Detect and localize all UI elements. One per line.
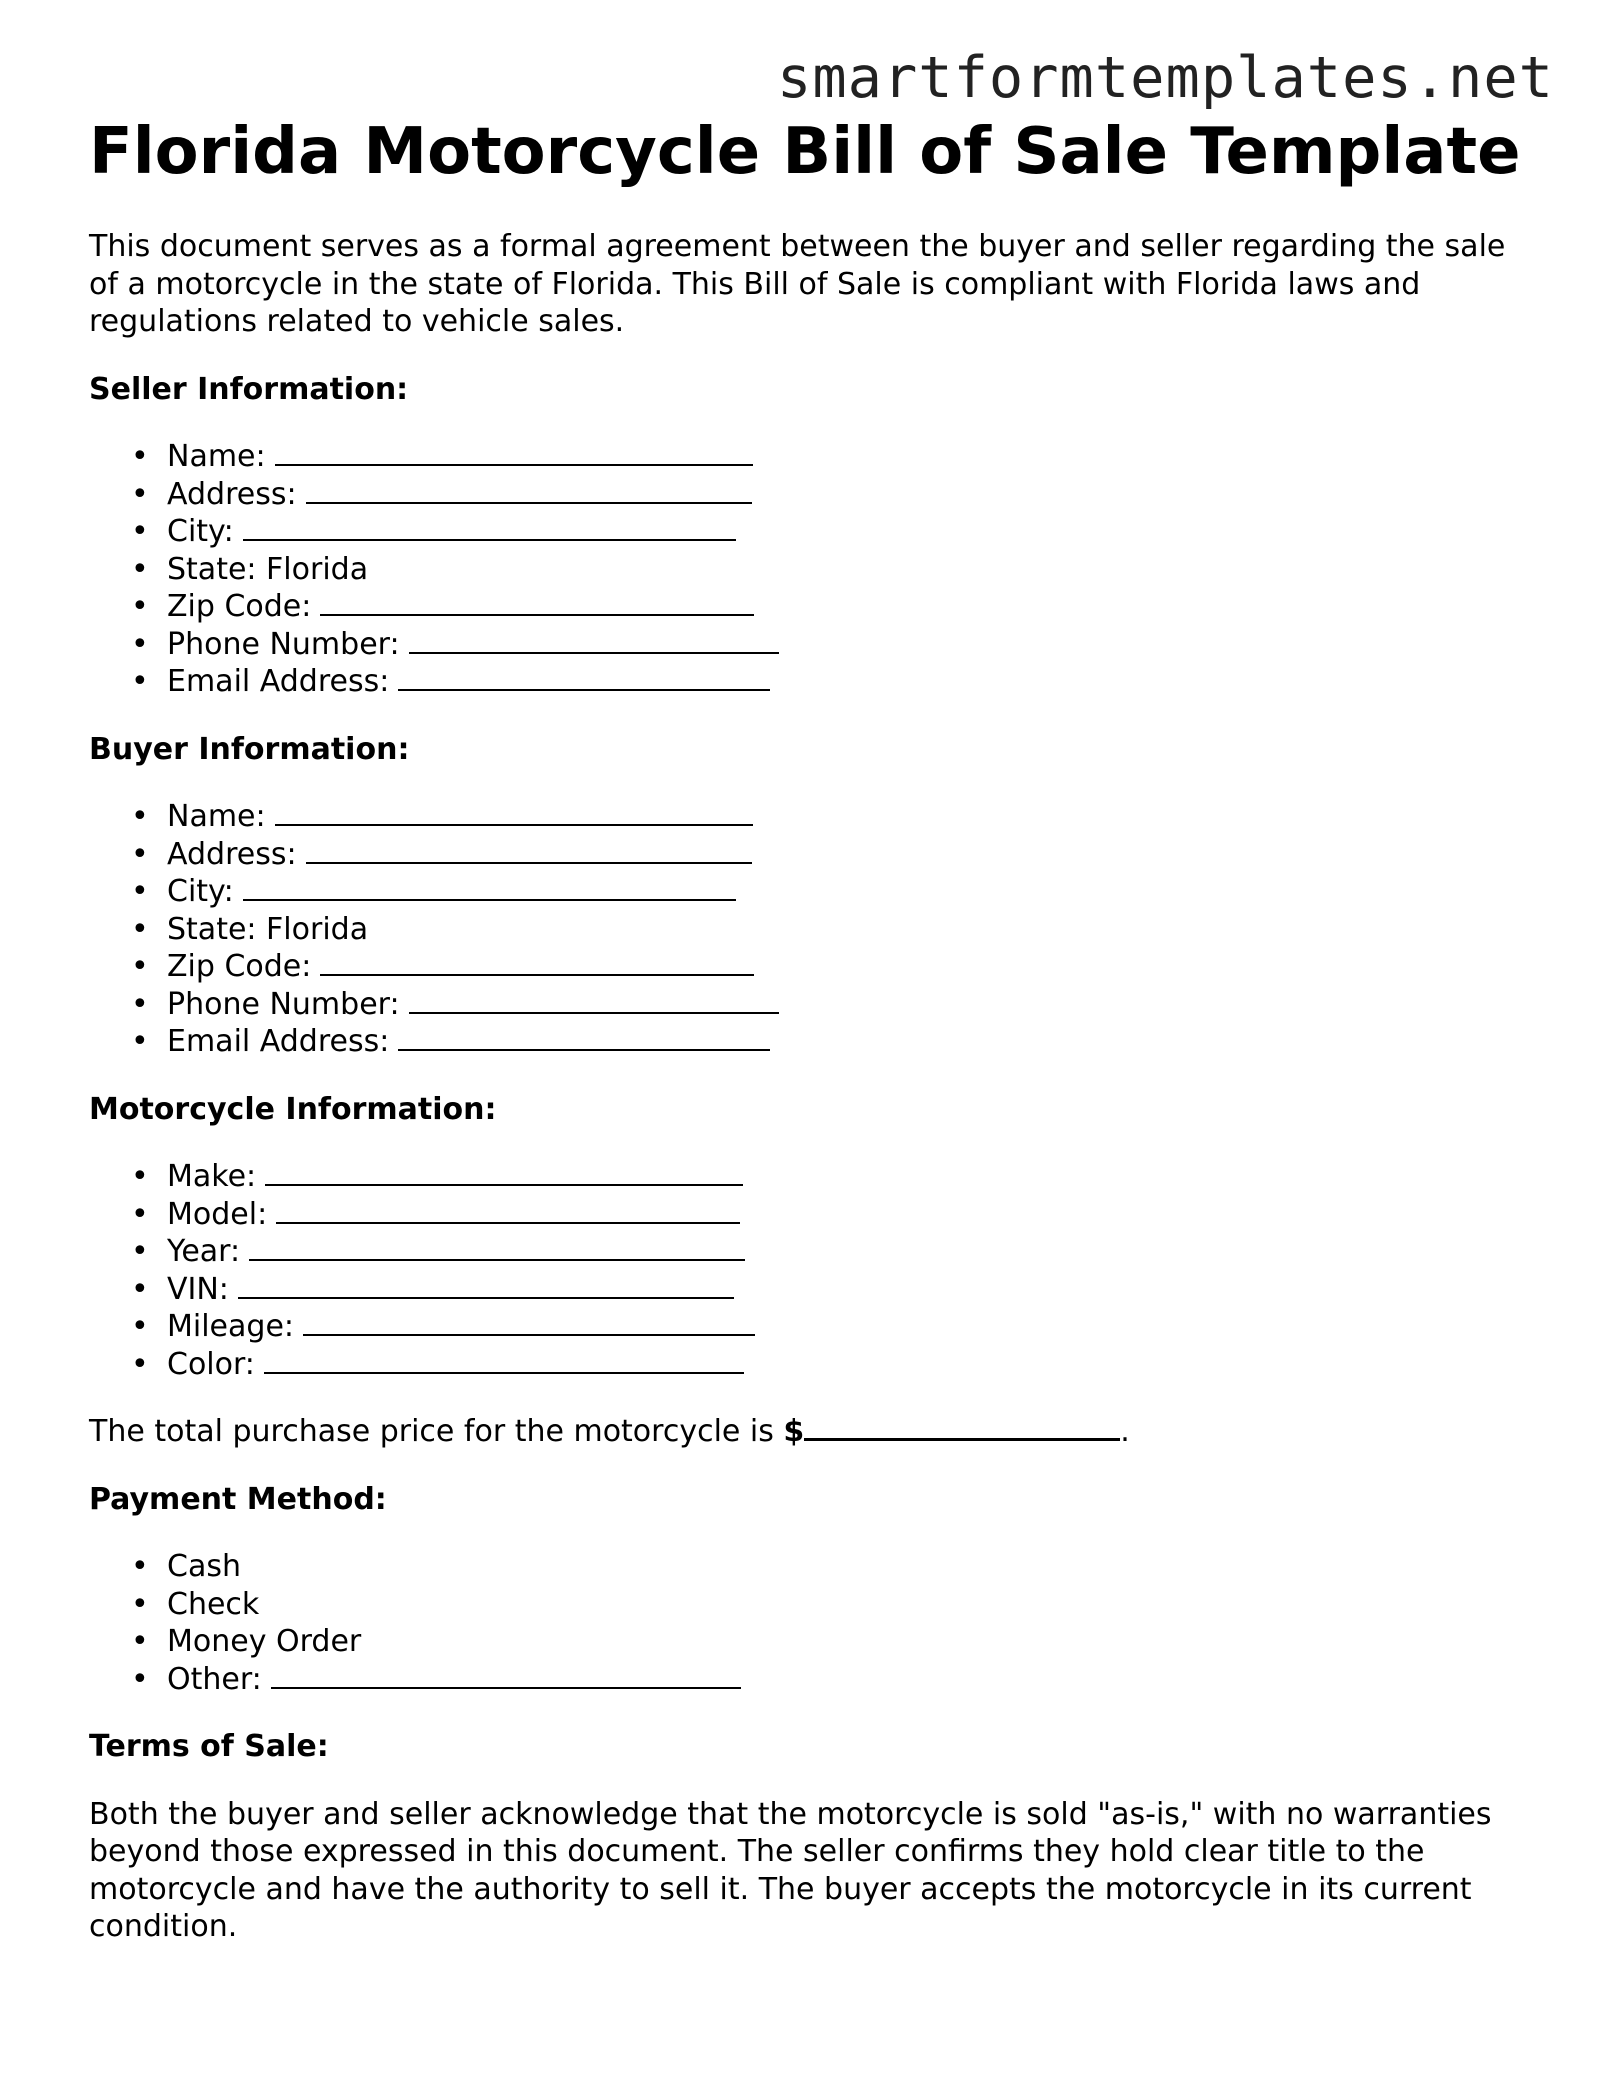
motorcycle-section-heading: Motorcycle Information: — [89, 1091, 497, 1127]
bullet: • — [131, 836, 149, 872]
motorcycle-model-field[interactable] — [276, 1198, 740, 1224]
seller-field-list — [89, 438, 1529, 701]
field-label: Zip Code: — [167, 589, 312, 624]
purchase-price-line — [89, 1413, 1529, 1451]
seller-section-heading: Seller Information: — [89, 371, 409, 407]
bullet: • — [131, 986, 149, 1022]
buyer-city-item — [131, 873, 1529, 911]
option-label: Other: — [167, 1661, 262, 1697]
option-label: Money Order — [167, 1624, 362, 1659]
bullet: • — [131, 1661, 149, 1697]
field-label: Mileage: — [167, 1309, 295, 1344]
seller-phone-item — [131, 626, 1529, 664]
seller-name-item — [131, 438, 1529, 476]
seller-phone-field[interactable] — [409, 628, 779, 654]
option-label: Check — [167, 1586, 260, 1622]
field-label: State: Florida — [167, 551, 369, 587]
motorcycle-mileage-item — [131, 1308, 1529, 1346]
field-label: Phone Number: — [167, 986, 400, 1022]
currency-symbol: $ — [783, 1414, 805, 1449]
seller-state-item — [131, 551, 1529, 589]
bullet: • — [131, 1271, 149, 1307]
field-label: State: Florida — [167, 911, 369, 947]
field-label: Name: — [167, 799, 266, 834]
bullet: • — [131, 626, 149, 662]
field-label: Address: — [167, 836, 297, 872]
site-watermark: smartformtemplates.net — [777, 45, 1554, 111]
buyer-phone-item — [131, 986, 1529, 1024]
option-label: Cash — [167, 1549, 241, 1584]
motorcycle-make-field[interactable] — [265, 1160, 743, 1186]
field-label: Make: — [167, 1159, 257, 1194]
bullet: • — [131, 1586, 149, 1622]
motorcycle-model-item — [131, 1196, 1529, 1234]
bullet: • — [131, 799, 149, 834]
seller-city-field[interactable] — [243, 515, 736, 541]
field-label: Address: — [167, 476, 297, 512]
field-label: Email Address: — [167, 664, 390, 699]
field-label: Phone Number: — [167, 626, 400, 662]
document-page — [89, 112, 1529, 1946]
bullet: • — [131, 1159, 149, 1194]
bullet: • — [131, 1624, 149, 1659]
payment-option-money-order — [131, 1623, 1529, 1661]
motorcycle-color-field[interactable] — [264, 1348, 744, 1374]
buyer-zip-field[interactable] — [320, 950, 754, 976]
purchase-price-field[interactable] — [804, 1414, 1120, 1441]
field-label: Name: — [167, 439, 266, 474]
bullet: • — [131, 1024, 149, 1059]
purchase-price-text: The total purchase price for the motorcycle is — [89, 1414, 784, 1449]
field-label: Model: — [167, 1196, 268, 1232]
seller-city-item — [131, 513, 1529, 551]
seller-name-field[interactable] — [275, 440, 753, 466]
motorcycle-make-item — [131, 1158, 1529, 1196]
page-title: Florida Motorcycle Bill of Sale Template — [89, 115, 1521, 189]
bullet: • — [131, 911, 149, 947]
seller-email-field[interactable] — [398, 665, 770, 691]
field-label: Email Address: — [167, 1024, 390, 1059]
motorcycle-year-item — [131, 1233, 1529, 1271]
bullet: • — [131, 949, 149, 984]
buyer-field-list — [89, 798, 1529, 1061]
payment-option-check — [131, 1586, 1529, 1624]
bullet: • — [131, 551, 149, 587]
bullet: • — [131, 439, 149, 474]
bullet: • — [131, 874, 149, 909]
intro-paragraph: This document serves as a formal agreement between the buyer and seller regarding the sale of a motorcycle in the state of Florida. This Bill of Sale is compliant with Florida laws and regulations related to vehicle sales. — [89, 229, 1506, 339]
seller-address-field[interactable] — [306, 478, 752, 504]
buyer-name-item — [131, 798, 1529, 836]
buyer-name-field[interactable] — [275, 800, 753, 826]
motorcycle-color-item — [131, 1346, 1529, 1384]
seller-address-item — [131, 476, 1529, 514]
payment-option-other — [131, 1661, 1529, 1699]
terms-paragraph: Both the buyer and seller acknowledge that the motorcycle is sold "as-is," with no warranties beyond those expressed in this document. The seller confirms they hold clear title to the motorcycle and have the authority to sell it. The buyer accepts the motorcycle in its current condition. — [89, 1796, 1492, 1944]
price-period: . — [1120, 1414, 1130, 1449]
motorcycle-vin-field[interactable] — [238, 1273, 734, 1299]
payment-section-heading: Payment Method: — [89, 1481, 387, 1517]
bullet: • — [131, 1234, 149, 1269]
buyer-address-field[interactable] — [306, 838, 752, 864]
bullet: • — [131, 476, 149, 512]
field-label: VIN: — [167, 1271, 229, 1307]
bullet: • — [131, 664, 149, 699]
buyer-email-item — [131, 1023, 1529, 1061]
buyer-address-item — [131, 836, 1529, 874]
bullet: • — [131, 1549, 149, 1584]
buyer-city-field[interactable] — [243, 875, 736, 901]
field-label: City: — [167, 514, 234, 549]
seller-zip-field[interactable] — [320, 590, 754, 616]
motorcycle-field-list — [89, 1158, 1529, 1383]
buyer-phone-field[interactable] — [409, 988, 779, 1014]
field-label: Year: — [167, 1234, 241, 1269]
bullet: • — [131, 1196, 149, 1232]
field-label: Zip Code: — [167, 949, 312, 984]
bullet: • — [131, 1346, 149, 1382]
bullet: • — [131, 1309, 149, 1344]
motorcycle-mileage-field[interactable] — [303, 1310, 755, 1336]
motorcycle-vin-item — [131, 1271, 1529, 1309]
seller-zip-item — [131, 588, 1529, 626]
buyer-section-heading: Buyer Information: — [89, 731, 410, 767]
field-label: Color: — [167, 1346, 255, 1382]
field-label: City: — [167, 874, 234, 909]
seller-email-item — [131, 663, 1529, 701]
payment-option-cash — [131, 1548, 1529, 1586]
buyer-zip-item — [131, 948, 1529, 986]
bullet: • — [131, 589, 149, 624]
buyer-state-item — [131, 911, 1529, 949]
payment-option-list — [89, 1548, 1529, 1698]
terms-section-heading: Terms of Sale: — [89, 1729, 329, 1764]
bullet: • — [131, 514, 149, 549]
buyer-email-field[interactable] — [398, 1025, 770, 1051]
payment-other-field[interactable] — [271, 1663, 741, 1689]
motorcycle-year-field[interactable] — [249, 1235, 745, 1261]
